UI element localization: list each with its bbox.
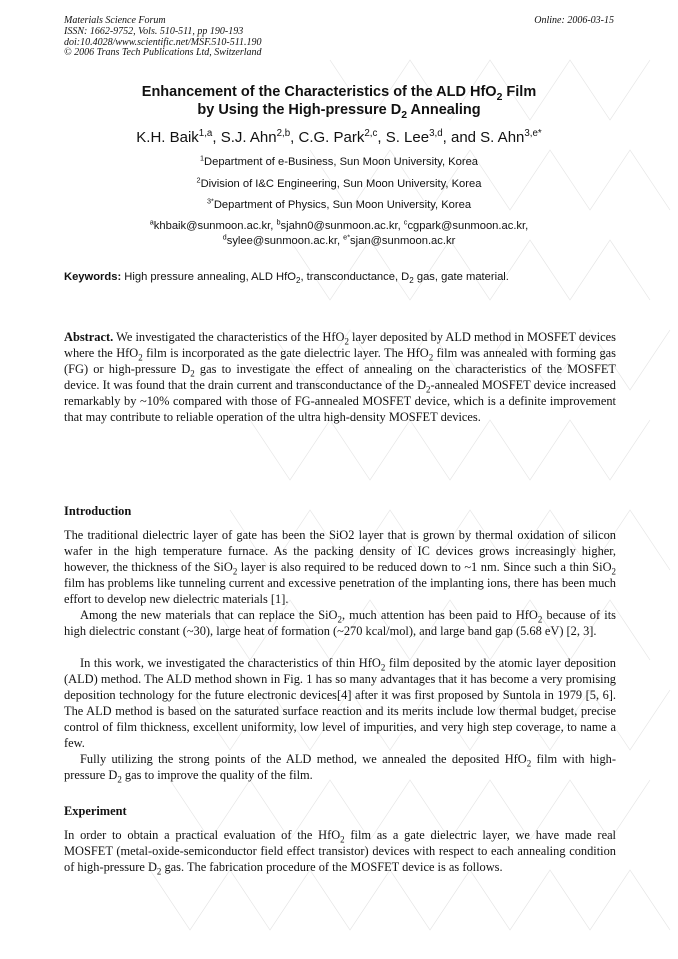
issn-line: ISSN: 1662-9752, Vols. 510-511, pp 190-193 xyxy=(64,25,244,37)
title-line-1: Enhancement of the Characteristics of the ALD HfO$_2$ Film xyxy=(141,84,537,103)
copyright-line: © 2006 Trans Tech Publications Ltd, Switzerland xyxy=(64,47,262,59)
affiliation-1: $^1$Department of e-Business, Sun Moon University, Korea xyxy=(199,153,479,168)
keywords: Keywords: High pressure annealing, ALD HfO$_2$, transconductance, $D_2$ gas, gate material. xyxy=(64,271,509,286)
email-line-1: $^a$khbaik@sunmoon.ac.kr, $^b$sjahn0@sunmoon.ac.kr, $^c$cgpark@sunmoon.ac.kr, xyxy=(149,217,529,232)
paper-title xyxy=(64,83,614,119)
affiliation-2: $^2$Division of I&C Engineering, Sun Moon University, Korea xyxy=(196,175,482,190)
author: K.H. Baik$^{1,a}$, xyxy=(136,128,221,146)
affiliation-3: $^{3*}$Department of Physics, Sun Moon University, Korea xyxy=(206,196,472,211)
journal-header xyxy=(64,16,262,59)
introduction-heading: Introduction xyxy=(64,504,132,518)
author: S.J. Ahn$^{2,b}$, xyxy=(220,128,299,146)
title-line-2: by Using the High-pressure $D_2$ Annealing xyxy=(197,102,481,121)
intro-paragraph-1: The traditional dielectric layer of gate has been the SiO2 layer that is grown by thermal oxidation of silicon wafer in the high temperature furnace. As the packing density of IC devices grows increasingly higher, however, the thickness of the SiO$_2$ layer is also required to be reduced down to ~1 nm. Since such a thin SiO$_2$ film has problems like tunneling current and excessive penetration of the implanting ions, there has been much effort to develop new dielectric materials [1]. xyxy=(64,528,616,607)
experiment-heading: Experiment xyxy=(64,804,127,818)
doi-line: doi:10.4028/www.scientific.net/MSF.510-511.190 xyxy=(64,36,262,48)
author: S. Lee$^{3,d}$, and xyxy=(385,128,481,146)
online-date: Online: 2006-03-15 xyxy=(534,15,614,26)
intro-paragraph-4: Fully utilizing the strong points of the ALD method, we annealed the deposited HfO$_2$ film with high-pressure $D_2$ gas to improve the quality of the film. xyxy=(64,752,616,785)
intro-paragraph-3: In this work, we investigated the characteristics of thin HfO$_2$ film deposited by the atomic layer deposition (ALD) method. The ALD method shown in Fig. 1 has so many advantages that it has become a very promising deposition technology for the future electronic devices[4] after it was first proposed by Suntola in 1979 [5, 6]. The ALD method is based on the saturated surface reaction and its merits include low thermal budget, precise control of film thickness, excellent uniformity, low level of impurities, and very high step coverage, to name a few. xyxy=(64,656,616,751)
author: C.G. Park$^{2,c}$, xyxy=(298,128,386,146)
experiment-paragraph: In order to obtain a practical evaluation of the HfO$_2$ film as a gate dielectric layer, we have made real MOSFET (metal-oxide-semiconductor field effect transistor) devices with respect to each annealing condition of high-pressure $D_2$ gas. The fabrication procedure of the MOSFET device is as follows. xyxy=(64,828,617,877)
abstract-paragraph: Abstract. We investigated the characteristics of the HfO$_2$ layer deposited by ALD method in MOSFET devices where the HfO$_2$ film is incorporated as the gate dielectric layer. The HfO$_2$ film was annealed with forming gas (FG) or high-pressure $D_2$ gas to investigate the effect of annealing on the characteristics of the MOSFET device. It was found that the drain current and transconductance of the $D_2$-annealed MOSFET device increased remarkably by ~10% compared with those of FG-annealed MOSFET device, which is a definite improvement that may contribute to reliable operation of the ultra high-density MOSFET devices. xyxy=(64,330,617,425)
author-list xyxy=(64,129,614,146)
email-line-2: $^d$sylee@sunmoon.ac.kr, $^{e*}$sjan@sunmoon.ac.kr xyxy=(222,232,456,247)
intro-paragraph-2: Among the new materials that can replace the SiO$_2$, much attention has been paid to HfO$_2$ because of its high dielectric constant (~30), large heat of formation (~270 kcal/mol), and large band gap (5.68 eV) [2, 3]. xyxy=(64,608,616,639)
abstract-label: Abstract. xyxy=(64,330,114,344)
journal-name: Materials Science Forum xyxy=(64,15,166,26)
author: S. Ahn$^{3,e*}$ xyxy=(480,128,542,146)
keywords-label: Keywords: xyxy=(64,271,122,283)
